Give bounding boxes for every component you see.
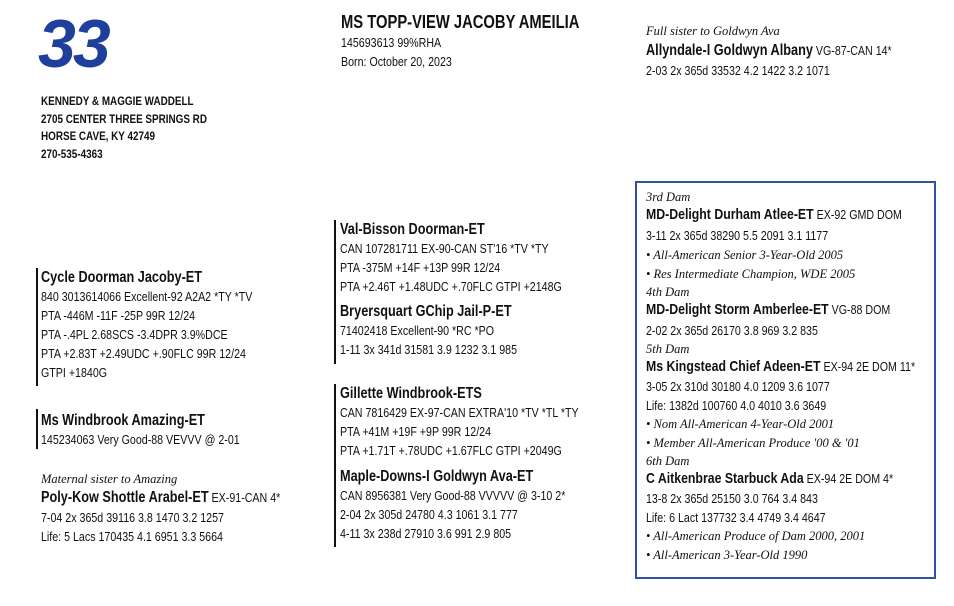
sire-line: PTA -.4PL 2.68SCS -3.4DPR 3.9%DCE [41, 327, 228, 342]
dams-dam-line: 4-11 3x 238d 27910 3.6 991 2.9 805 [340, 526, 512, 541]
sire-name: Cycle Doorman Jacoby-ET [41, 269, 203, 286]
dams-dam-name: Maple-Downs-I Goldwyn Ava-ET [340, 468, 534, 485]
sire-block [41, 268, 252, 382]
dam3-label: 3rd Dam [646, 190, 691, 204]
sires-dam-line: 71402418 Excellent-90 *RC *PO [340, 323, 495, 338]
sire-line: PTA -446M -11F -25P 99R 12/24 [41, 308, 196, 323]
full-sister-block [646, 23, 946, 80]
dam5-label: 5th Dam [646, 342, 690, 356]
dam3-note: • All-American Senior 3-Year-Old 2005 [646, 248, 844, 262]
dam6-life: Life: 6 Lact 137732 3.4 4749 3.4 4647 [646, 510, 826, 525]
sires-dam-line: 1-11 3x 341d 31581 3.9 1232 3.1 985 [340, 342, 518, 357]
dam3-record: 3-11 2x 365d 38290 5.5 2091 3.1 1177 [646, 228, 829, 243]
dam4-class: VG-88 DOM [828, 302, 891, 317]
dams-sire-line: PTA +1.71T +.78UDC +1.67FLC GTPI +2049G [340, 443, 562, 458]
sire-line: GTPI +1840G [41, 365, 108, 380]
maternal-sister-class: EX-91-CAN 4* [208, 490, 281, 505]
maternal-sister-note: Maternal sister to Amazing [41, 472, 178, 486]
lot-number: 33 [38, 6, 108, 82]
maternal-sister-block [41, 470, 333, 546]
dam6-record: 13-8 2x 365d 25150 3.0 764 3.4 843 [646, 491, 818, 506]
dam6-note: • All-American Produce of Dam 2000, 2001 [646, 529, 866, 543]
dam6-class: EX-94 2E DOM 4* [803, 471, 894, 486]
full-sister-note: Full sister to Goldwyn Ava [646, 24, 780, 38]
owner-block [41, 94, 207, 164]
owner-phone: 270-535-4363 [41, 148, 103, 161]
dam6-label: 6th Dam [646, 454, 690, 468]
animal-name: MS TOPP-VIEW JACOBY AMEILIA [341, 12, 580, 32]
sires-sire-line: CAN 107281711 EX-90-CAN ST'16 *TV *TY [340, 241, 549, 256]
dam5-life: Life: 1382d 100760 4.0 4010 3.6 3649 [646, 398, 827, 413]
sire-side-bracket [334, 220, 336, 364]
sire-line: PTA +2.83T +2.49UDC +.90FLC 99R 12/24 [41, 346, 246, 361]
dam-bracket [36, 409, 38, 449]
dam-side-bracket [334, 384, 336, 547]
dams-dam-line: CAN 8956381 Very Good-88 VVVVV @ 3-10 2* [340, 488, 566, 503]
sire-bracket [36, 268, 38, 386]
sires-sire-name: Val-Bisson Doorman-ET [340, 221, 485, 238]
sires-sire-line: PTA +2.46T +1.48UDC +.70FLC GTPI +2148G [340, 279, 562, 294]
owner-city: HORSE CAVE, KY 42749 [41, 131, 155, 143]
dams-dam-block [340, 467, 565, 543]
dams-sire-line: PTA +41M +19F +9P 99R 12/24 [340, 424, 492, 439]
dam6-name: C Aitkenbrae Starbuck Ada [646, 470, 804, 487]
dam-line: 145234063 Very Good-88 VEVVV @ 2-01 [41, 432, 240, 447]
dam5-note: • Nom All-American 4-Year-Old 2001 [646, 417, 835, 431]
dam-name: Ms Windbrook Amazing-ET [41, 412, 205, 429]
owner-name: KENNEDY & MAGGIE WADDELL [41, 96, 194, 108]
sires-sire-line: PTA -375M +14F +13P 99R 12/24 [340, 260, 501, 275]
dams-sire-line: CAN 7816429 EX-97-CAN EXTRA'10 *TV *TL *TY [340, 405, 579, 420]
owner-address: 2705 CENTER THREE SPRINGS RD [41, 113, 207, 126]
maternal-sister-life: Life: 5 Lacs 170435 4.1 6951 3.3 5664 [41, 529, 223, 544]
sire-line: 840 3013614066 Excellent-92 A2A2 *TY *TV [41, 289, 253, 304]
animal-block [341, 11, 579, 71]
dam5-name: Ms Kingstead Chief Adeen-ET [646, 358, 821, 375]
animal-born: Born: October 20, 2023 [341, 54, 452, 69]
sires-sire-block [340, 220, 562, 296]
dam4-name: MD-Delight Storm Amberlee-ET [646, 301, 829, 318]
full-sister-class: VG-87-CAN 14* [812, 43, 892, 58]
dams-sire-name: Gillette Windbrook-ETS [340, 385, 482, 402]
dam-block [41, 411, 240, 449]
maternal-sister-name: Poly-Kow Shottle Arabel-ET [41, 489, 209, 506]
full-sister-name: Allyndale-I Goldwyn Albany [646, 42, 813, 59]
dam4-record: 2-02 2x 365d 26170 3.8 969 3.2 835 [646, 323, 818, 338]
dam5-record: 3-05 2x 310d 30180 4.0 1209 3.6 1077 [646, 379, 830, 394]
animal-reg: 145693613 99%RHA [341, 35, 442, 50]
full-sister-record: 2-03 2x 365d 33532 4.2 1422 3.2 1071 [646, 63, 830, 78]
sires-dam-block [340, 302, 517, 359]
dam6-note: • All-American 3-Year-Old 1990 [646, 548, 808, 562]
dams-sire-block [340, 384, 579, 460]
sires-dam-name: Bryersquart GChip Jail-P-ET [340, 303, 512, 320]
dams-dam-line: 2-04 2x 305d 24780 4.3 1061 3.1 777 [340, 507, 518, 522]
maternal-sister-record: 7-04 2x 365d 39116 3.8 1470 3.2 1257 [41, 510, 224, 525]
dam4-label: 4th Dam [646, 285, 690, 299]
dam3-name: MD-Delight Durham Atlee-ET [646, 206, 814, 223]
ancestry-box-content [646, 189, 954, 565]
dam3-note: • Res Intermediate Champion, WDE 2005 [646, 267, 856, 281]
dam5-note: • Member All-American Produce '00 & '01 [646, 436, 860, 450]
dam3-class: EX-92 GMD DOM [813, 207, 902, 222]
dam5-class: EX-94 2E DOM 11* [820, 359, 916, 374]
